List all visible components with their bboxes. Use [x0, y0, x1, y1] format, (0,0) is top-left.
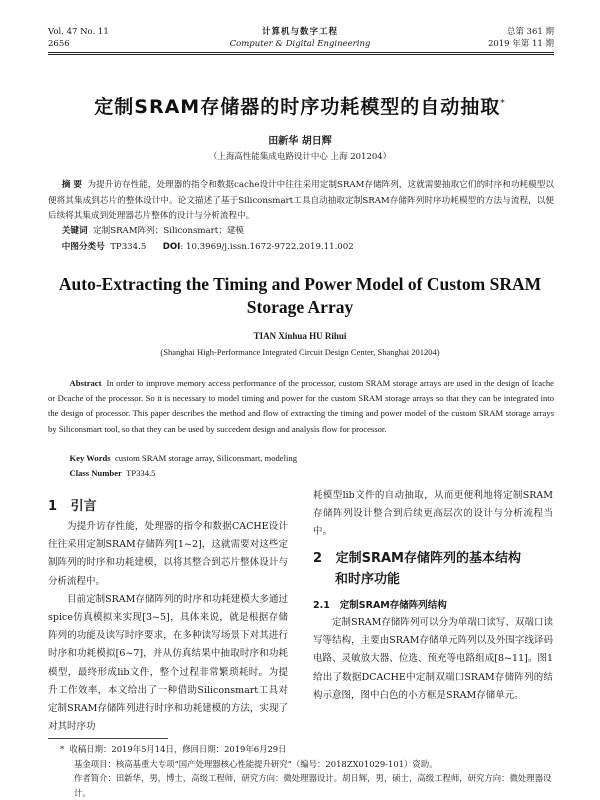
- doi-value: 10.3969/j.issn.1672-9722.2019.11.002: [186, 242, 354, 252]
- footnote-mark: *: [60, 744, 65, 754]
- affiliation-en: (Shanghai High-Performance Integrated Circuit Design Center, Shanghai 201204): [160, 347, 440, 357]
- footnote-dates: 收稿日期：2019年5月14日，修回日期：2019年6月29日: [69, 744, 287, 754]
- section-2-number: 2: [313, 551, 323, 566]
- right-col-para-1: 耗模型lib文件的自动抽取，从而更便利地将定制SRAM存储阵列设计整合到后续更高层次的设计与分析流程当中。: [313, 490, 553, 538]
- abstract-en-label: Abstract: [69, 378, 102, 388]
- footnote-authors: 作者简介：田新华，男，博士，高级工程师，研究方向：微处理器设计。胡日辉，男，硕士，高级工程师，研究方向：微处理器设计。: [74, 773, 552, 798]
- keywords-en: [48, 451, 554, 466]
- keywords-cn-text: 定制SRAM阵列；Siliconsmart；建模: [93, 226, 245, 236]
- abstract-cn-text: 为提升访存性能，处理器的指令和数据cache设计中往往采用定制SRAM存储阵列，这就需要抽取它们的时序和功耗模型以便将其集成到芯片的整体设计中。论文描述了基于Siliconsmart工具自动抽取定制SRAM存储阵列时序功耗模型的方法与流程，以便后续将其集成到处理器芯片整体的设计与分析流程中。: [48, 180, 554, 221]
- footnote-rule: [48, 738, 168, 739]
- paper-title-en-line1: Auto-Extracting the Timing and Power Model of Custom SRAM: [58, 274, 542, 294]
- class-en-value: TP334.5: [126, 468, 156, 478]
- keywords-cn-label: 关键词: [61, 226, 88, 236]
- footnote-funding: 基金项目：核高基重大专项“国产处理器核心性能提升研究”（编号：2018ZX01029-101）资助。: [74, 758, 438, 769]
- subsection-2-1-heading: [313, 597, 447, 611]
- authors-en: TIAN Xinhua HU Rihui: [253, 331, 347, 341]
- section-2-title-line2: 和时序功能: [335, 572, 401, 587]
- section-1-para-2: 目前定制SRAM存储阵列的时序和功耗建模大多通过spice仿真模拟来实现[3~5]，具体来说，就是根据存储阵列的功能及读写时序要求，在多种读写场景下对其进行时序和功耗模拟[6~7]，并从仿真结果中抽取时序和功耗模型，最终形成lib文件，整个过程非常繁琐耗时。为提升工作效率，本文给出了一种借助Siliconsmart工具对定制SRAM存储阵列进行时序和功耗建模的方法，实现了对其时序功: [48, 593, 288, 733]
- section-1-heading: [48, 495, 97, 514]
- class-cn-value: TP334.5: [110, 242, 147, 252]
- classification-cn: 中图分类号 TP334.5 DOI: 10.3969/j.issn.1672-9722.2019.11.002: [61, 242, 354, 252]
- journal-name-cn: 计算机与数字工程: [261, 27, 338, 37]
- paper-title-cn: [0, 92, 600, 119]
- subsection-2-1-number: 2.1: [313, 600, 330, 611]
- issue-year: 2019 年第 11 期: [487, 39, 554, 49]
- abstract-en-text: In order to improve memory access performance of the processor, custom SRAM storage arrays are used in the design of Icache or Dcache of the processor. So it is necessary to model timing and power for the custom SRAM storage arrays so that they can be integrated into the design of processor. This paper describes the method and flow of extracting the timing and power model of the custom SRAM storage arrays by Siliconsmart tool, so that they can be used by succedent design and analysis flow for processor.: [48, 378, 554, 434]
- authors-cn: 田新华 胡日辉: [268, 136, 332, 147]
- class-en-label: Class Number: [69, 468, 122, 478]
- section-1-para-1: 为提升访存性能，处理器的指令和数据CACHE设计往往采用定制SRAM存储阵列[1~2]，这就需要对这些定制阵列的时序和功耗建模，以将其整合到芯片整体设计与分析流程中。: [48, 521, 288, 587]
- page-number: 2656: [48, 39, 70, 49]
- abstract-en: [48, 376, 554, 437]
- section-1-body: [48, 518, 288, 736]
- footnote: [60, 742, 554, 800]
- subsection-2-1-title: 定制SRAM存储阵列结构: [339, 600, 447, 611]
- section-1-number: 1: [48, 499, 58, 514]
- subsection-2-1-body: [313, 614, 553, 705]
- abstract-cn-label: 摘 要: [61, 180, 83, 190]
- section-2-title-line1: 定制SRAM存储阵列的基本结构: [335, 551, 521, 566]
- issue-total: 总第 361 期: [506, 27, 554, 37]
- abstract-cn: [48, 178, 554, 225]
- volume-number: Vol. 47 No. 11: [48, 27, 109, 37]
- right-col-continuation: [313, 487, 553, 542]
- section-2-heading: [313, 548, 553, 590]
- title-footnote-mark: *: [500, 98, 506, 109]
- class-number-en: [48, 466, 554, 481]
- section-1-title: 引言: [70, 499, 97, 514]
- header-rule: [48, 52, 554, 53]
- keywords-en-text: custom SRAM storage array, Siliconsmart, modeling: [114, 453, 297, 463]
- class-cn-label: 中图分类号: [61, 242, 105, 252]
- keywords-cn: [48, 224, 554, 240]
- keywords-en-label: Key Words: [69, 453, 111, 463]
- paper-title-en-line2: Storage Array: [246, 297, 354, 317]
- footnote-line-1: [60, 742, 554, 757]
- doi-label: DOI: [162, 242, 181, 252]
- subsection-2-1-para-1: 定制SRAM存储阵列可以分为单端口读写、双端口读写等结构，主要由SRAM存储单元阵列以及外围字线译码电路、灵敏放大器、位选、预充等电路组成[8~11]。图1给出了数据DCACHE中定制双端口SRAM存储阵列的结构示意图，图中白色的小方框是SRAM存储单元。: [313, 617, 553, 701]
- paper-title-cn-text: 定制SRAM存储器的时序功耗模型的自动抽取: [94, 96, 501, 118]
- affiliation-cn: （上海高性能集成电路设计中心 上海 201204）: [208, 152, 392, 162]
- journal-name-en: Computer & Digital Engineering: [229, 39, 371, 49]
- header-rule-thin: [48, 54, 554, 55]
